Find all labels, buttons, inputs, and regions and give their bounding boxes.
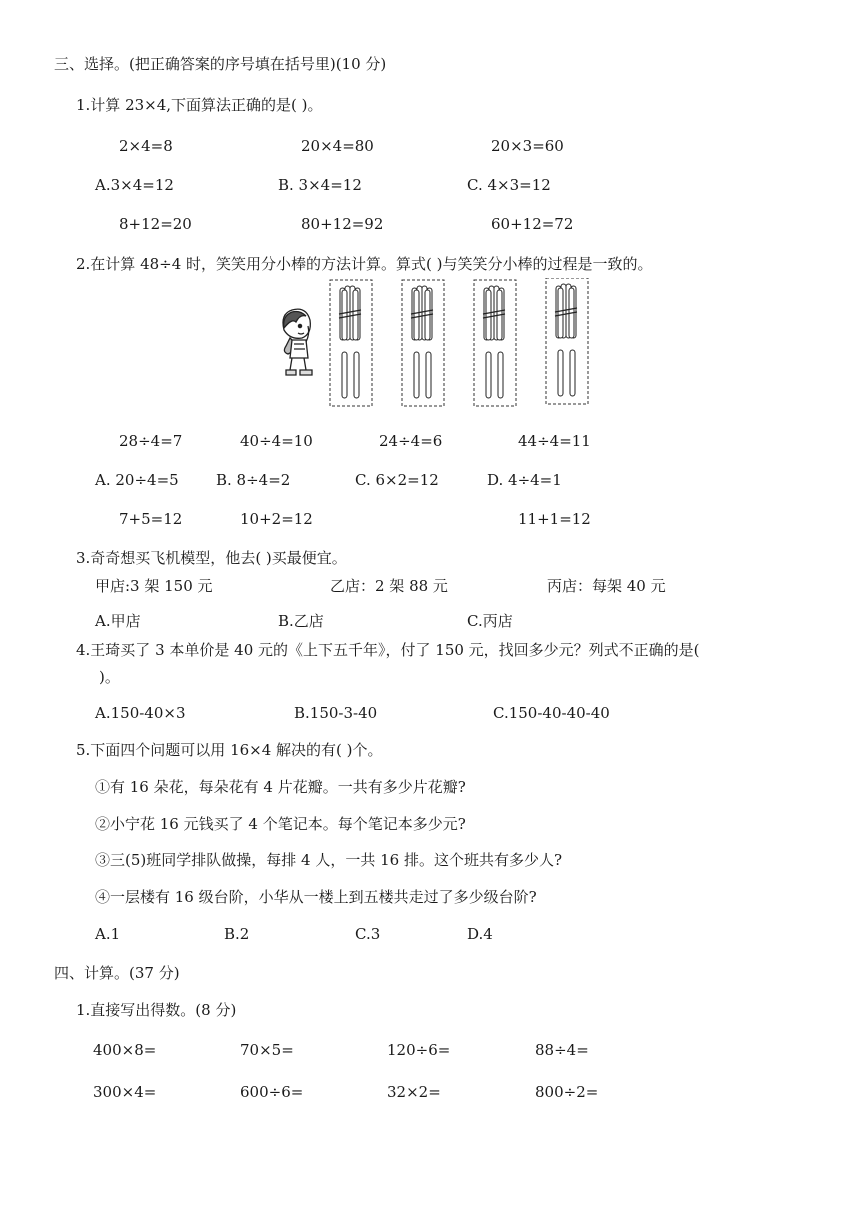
q5-stem: 5.下面四个问题可以用 16×4 解决的有( )个。 — [76, 741, 383, 759]
q5-item-1: ①有 16 朵花，每朵花有 4 片花瓣。一共有多少片花瓣? — [95, 778, 466, 796]
q4-stem-cont: )。 — [99, 668, 120, 686]
q2-stem: 2.在计算 48÷4 时，笑笑用分小棒的方法计算。算式( )与笑笑分小棒的过程是一致的。 — [76, 255, 653, 273]
q4-option-a: A.150-40×3 — [95, 704, 186, 722]
stick-group-1 — [330, 280, 372, 406]
q2-row1-d: 44÷4=11 — [518, 432, 591, 450]
q3-shop-jia: 甲店:3 架 150 元 — [95, 577, 213, 595]
q1-row3-c: 60+12=72 — [491, 215, 574, 233]
q5-option-b: B.2 — [224, 925, 250, 943]
q1-row1-c: 20×3=60 — [491, 137, 564, 155]
q2-row3-d: 11+1=12 — [518, 510, 591, 528]
calc-8: 800÷2= — [535, 1083, 599, 1101]
section4-title: 四、计算。(37 分) — [54, 964, 180, 982]
q5-item-3: ③三(5)班同学排队做操，每排 4 人，一共 16 排。这个班共有多少人? — [95, 851, 562, 869]
q5-item-4: ④一层楼有 16 级台阶，小华从一楼上到五楼共走过了多少级台阶? — [95, 888, 537, 906]
q2-row3-b: 10+2=12 — [240, 510, 313, 528]
q2-option-c: C. 6×2=12 — [355, 471, 439, 489]
s4-q1-stem: 1.直接写出得数。(8 分) — [76, 1001, 237, 1019]
q1-stem: 1.计算 23×4,下面算法正确的是( )。 — [76, 96, 323, 114]
stick-group-4 — [546, 278, 588, 404]
q2-row3-a: 7+5=12 — [119, 510, 183, 528]
calc-5: 300×4= — [93, 1083, 157, 1101]
calc-4: 88÷4= — [535, 1041, 589, 1059]
calc-7: 32×2= — [387, 1083, 441, 1101]
calc-6: 600÷6= — [240, 1083, 304, 1101]
q3-option-a: A.甲店 — [95, 612, 141, 630]
q3-shop-bing: 丙店：每架 40 元 — [547, 577, 666, 595]
stick-group-2 — [402, 280, 444, 406]
q1-row3-a: 8+12=20 — [119, 215, 192, 233]
sticks-illustration — [270, 278, 590, 413]
q5-option-a: A.1 — [95, 925, 121, 943]
q5-option-c: C.3 — [355, 925, 381, 943]
q3-stem: 3.奇奇想买飞机模型，他去( )买最便宜。 — [76, 549, 347, 567]
q1-option-a: A.3×4=12 — [95, 176, 174, 194]
q3-shop-yi: 乙店：2 架 88 元 — [330, 577, 448, 595]
q2-option-b: B. 8÷4=2 — [216, 471, 291, 489]
q1-option-b: B. 3×4=12 — [278, 176, 362, 194]
q5-item-2: ②小宁花 16 元钱买了 4 个笔记本。每个笔记本多少元? — [95, 815, 466, 833]
q1-option-c: C. 4×3=12 — [467, 176, 551, 194]
q1-row1-b: 20×4=80 — [301, 137, 374, 155]
q4-stem: 4.王琦买了 3 本单价是 40 元的《上下五千年》，付了 150 元，找回多少元？列式不正确的是( — [76, 641, 700, 659]
q2-option-a: A. 20÷4=5 — [95, 471, 179, 489]
calc-2: 70×5= — [240, 1041, 294, 1059]
q3-option-c: C.丙店 — [467, 612, 513, 630]
calc-1: 400×8= — [93, 1041, 157, 1059]
q2-option-d: D. 4÷4=1 — [487, 471, 562, 489]
q2-row1-c: 24÷4=6 — [379, 432, 443, 450]
section3-title: 三、选择。(把正确答案的序号填在括号里)(10 分) — [54, 55, 387, 73]
q4-option-b: B.150-3-40 — [294, 704, 378, 722]
calc-3: 120÷6= — [387, 1041, 451, 1059]
q1-row3-b: 80+12=92 — [301, 215, 384, 233]
q3-option-b: B.乙店 — [278, 612, 324, 630]
girl-figure — [283, 309, 312, 375]
q2-row1-b: 40÷4=10 — [240, 432, 313, 450]
stick-group-3 — [474, 280, 516, 406]
q2-row1-a: 28÷4=7 — [119, 432, 183, 450]
q5-option-d: D.4 — [467, 925, 493, 943]
q1-row1-a: 2×4=8 — [119, 137, 173, 155]
q4-option-c: C.150-40-40-40 — [493, 704, 610, 722]
